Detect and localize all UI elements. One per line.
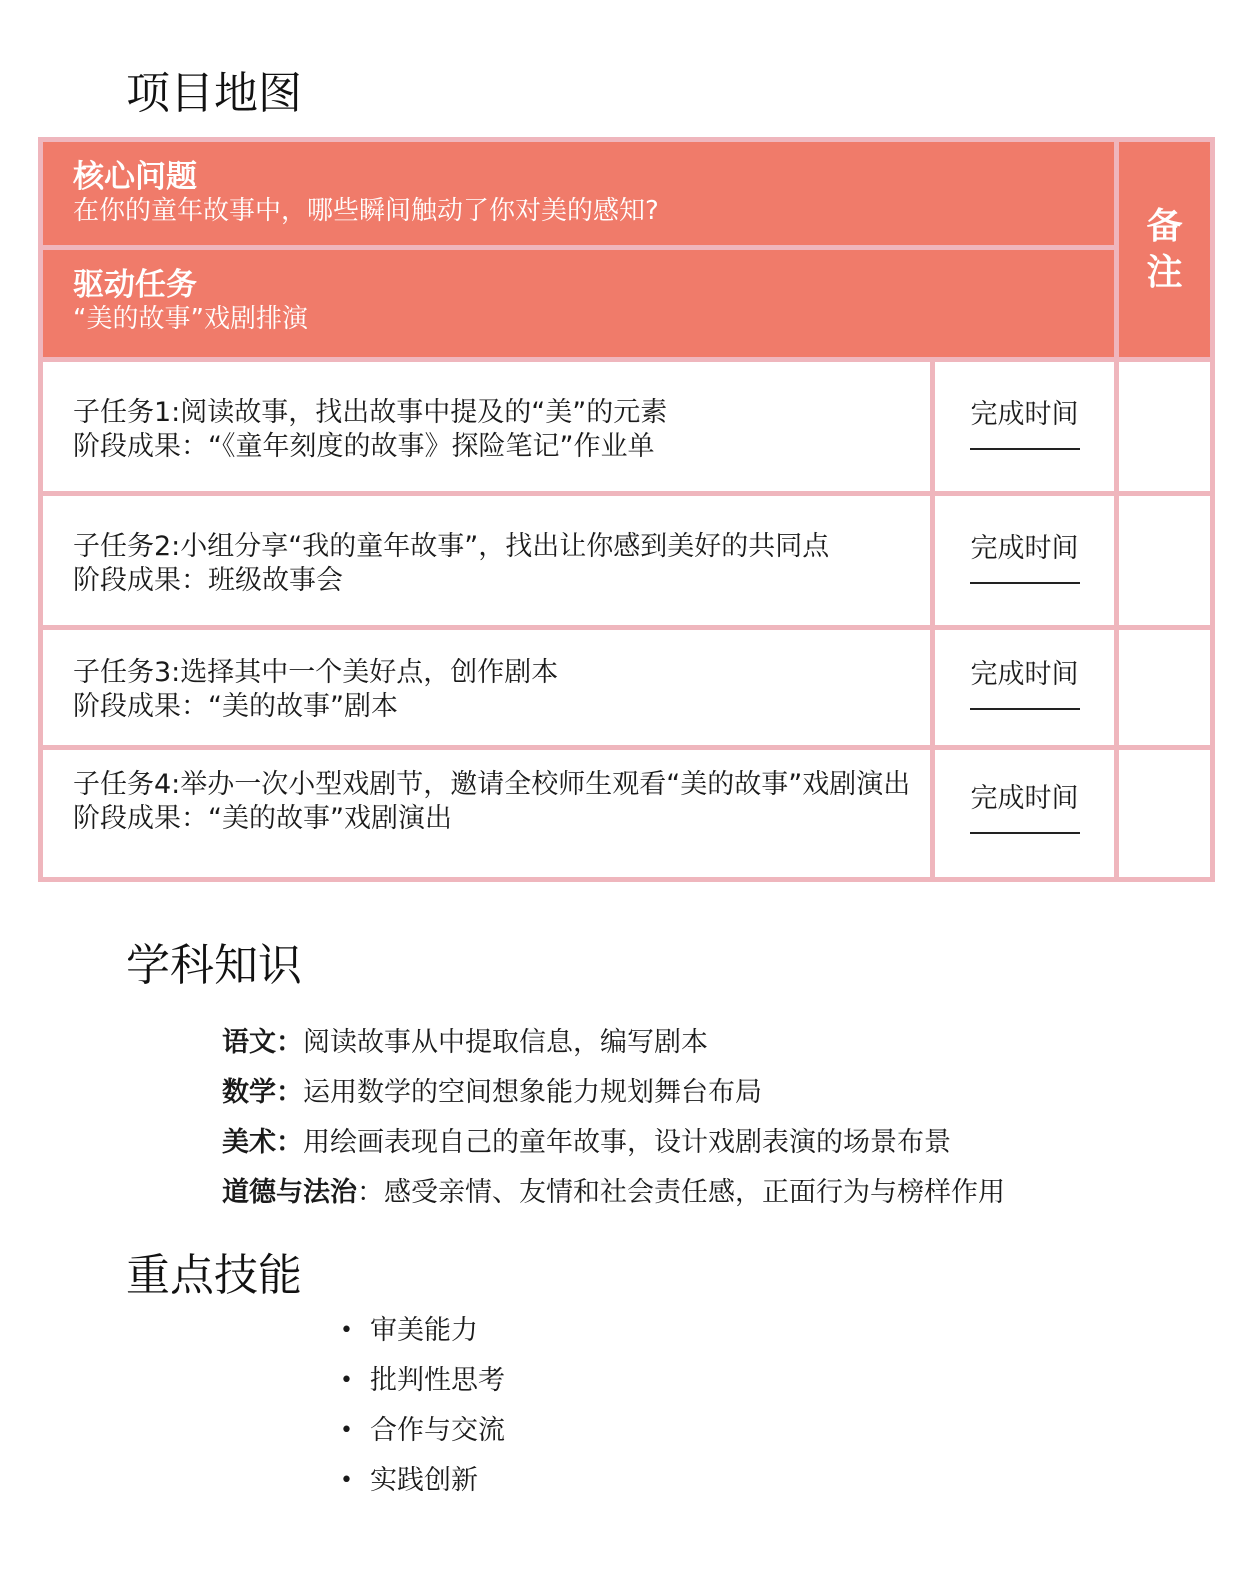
project-map-table — [38, 137, 1215, 882]
bullet-icon: • — [340, 1318, 353, 1343]
core-question-label: 核心问题 — [73, 159, 197, 195]
subtask-4-cell — [41, 748, 933, 880]
time-blank-line[interactable] — [970, 570, 1080, 584]
subtask-4-result: 阶段成果：“美的故事”戏剧演出 — [73, 803, 452, 834]
subtask-2-result: 阶段成果：班级故事会 — [73, 565, 343, 596]
subtask-4-time — [933, 748, 1117, 880]
time-blank-line[interactable] — [970, 696, 1080, 710]
bullet-icon: • — [340, 1468, 353, 1493]
subtask-3-title: 子任务3:选择其中一个美好点，创作剧本 — [73, 657, 559, 688]
driving-task-text: “美的故事”戏剧排演 — [73, 304, 308, 334]
time-label: 完成时间 — [970, 399, 1079, 430]
subject-name: 道德与法治 — [222, 1177, 357, 1208]
section-title-skills: 重点技能 — [126, 1250, 302, 1301]
knowledge-item-ethics — [222, 1168, 1005, 1218]
core-question-cell — [41, 140, 1117, 248]
section-title-knowledge: 学科知识 — [126, 940, 302, 991]
subtask-4-title: 子任务4:举办一次小型戏剧节，邀请全校师生观看“美的故事”戏剧演出 — [73, 769, 911, 800]
subtask-2-note[interactable] — [1117, 494, 1213, 628]
time-label: 完成时间 — [970, 533, 1079, 564]
skill-item — [340, 1456, 505, 1506]
skills-list — [340, 1306, 505, 1506]
remark-header — [1117, 140, 1213, 360]
subject-sep: ： — [357, 1177, 384, 1208]
knowledge-item-chinese — [222, 1018, 1005, 1068]
subject-sep: ： — [276, 1027, 303, 1058]
subject-content: 用绘画表现自己的童年故事，设计戏剧表演的场景布景 — [303, 1127, 951, 1158]
skill-label: 合作与交流 — [370, 1415, 505, 1446]
subtask-2-title: 子任务2:小组分享“我的童年故事”，找出让你感到美好的共同点 — [73, 531, 830, 562]
core-question-text: 在你的童年故事中，哪些瞬间触动了你对美的感知? — [73, 196, 659, 226]
skill-label: 批判性思考 — [370, 1365, 505, 1396]
subtask-4-note[interactable] — [1117, 748, 1213, 880]
time-label: 完成时间 — [970, 783, 1079, 814]
subtask-1-note[interactable] — [1117, 360, 1213, 494]
subtask-2-cell — [41, 494, 933, 628]
remark-label: 备注 — [1146, 205, 1183, 293]
section-title-map: 项目地图 — [126, 68, 302, 119]
skill-label: 实践创新 — [370, 1465, 478, 1496]
subject-sep: ： — [276, 1127, 303, 1158]
knowledge-item-math — [222, 1068, 1005, 1118]
subject-sep: ： — [276, 1077, 303, 1108]
skill-item — [340, 1406, 505, 1456]
time-blank-line[interactable] — [970, 436, 1080, 450]
knowledge-item-art — [222, 1118, 1005, 1168]
driving-task-label: 驱动任务 — [73, 267, 197, 303]
subject-content: 阅读故事从中提取信息，编写剧本 — [303, 1027, 708, 1058]
subtask-1-title: 子任务1:阅读故事，找出故事中提及的“美”的元素 — [73, 397, 668, 428]
knowledge-list — [222, 1018, 1005, 1218]
skill-label: 审美能力 — [370, 1315, 478, 1346]
subtask-3-cell — [41, 628, 933, 748]
subject-content: 运用数学的空间想象能力规划舞台布局 — [303, 1077, 762, 1108]
time-label: 完成时间 — [970, 659, 1079, 690]
subtask-1-time — [933, 360, 1117, 494]
skill-item — [340, 1356, 505, 1406]
driving-task-cell — [41, 248, 1117, 360]
bullet-icon: • — [340, 1368, 353, 1393]
subtask-1-result: 阶段成果：“《童年刻度的故事》探险笔记”作业单 — [73, 431, 655, 462]
time-blank-line[interactable] — [970, 820, 1080, 834]
subtask-1-cell — [41, 360, 933, 494]
subtask-3-time — [933, 628, 1117, 748]
subject-name: 语文 — [222, 1027, 276, 1058]
subject-content: 感受亲情、友情和社会责任感，正面行为与榜样作用 — [384, 1177, 1005, 1208]
subject-name: 美术 — [222, 1127, 276, 1158]
skill-item — [340, 1306, 505, 1356]
subtask-3-result: 阶段成果：“美的故事”剧本 — [73, 691, 398, 722]
bullet-icon: • — [340, 1418, 353, 1443]
subtask-2-time — [933, 494, 1117, 628]
subtask-3-note[interactable] — [1117, 628, 1213, 748]
subject-name: 数学 — [222, 1077, 276, 1108]
